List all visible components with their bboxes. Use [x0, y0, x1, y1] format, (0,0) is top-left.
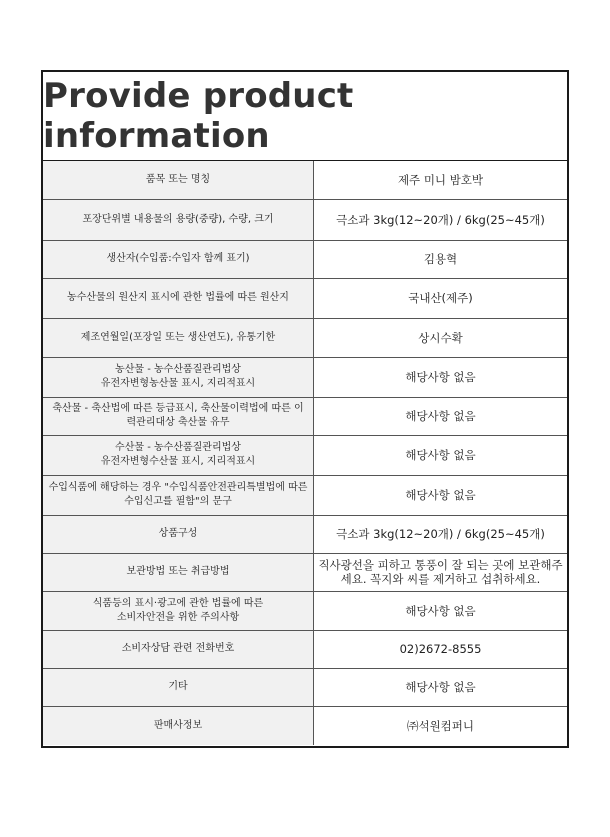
- table-row: [43, 161, 567, 199]
- table-row: [43, 357, 567, 397]
- product-info-table: [43, 161, 567, 745]
- row-label: 품목 또는 명칭: [43, 161, 314, 199]
- row-value: 제주 미니 밤호박: [397, 172, 484, 187]
- row-label: 축산물 - 축산법에 따른 등급표시, 축산물이력법에 따른 이 력관리대상 축산물 유무: [43, 397, 314, 435]
- row-label: 농수산물의 원산지 표시에 관한 법률에 따른 원산지: [43, 278, 314, 318]
- row-value: 해당사항 없음: [314, 357, 568, 397]
- row-label: 포장단위별 내용물의 용량(중량), 수량, 크기: [43, 199, 314, 240]
- row-label: 식품등의 표시·광고에 관한 법률에 따른 소비자안전을 위한 주의사항: [43, 591, 314, 630]
- row-value: 해당사항 없음: [314, 435, 568, 475]
- row-label: 상품구성: [43, 515, 314, 553]
- table-row: [43, 706, 567, 745]
- table-row: [43, 435, 567, 475]
- row-label: 농산물 - 농수산품질관리법상 유전자변형농산물 표시, 지리적표시: [43, 357, 314, 397]
- row-value: ㈜석원컴퍼니: [314, 706, 568, 745]
- row-label: 수산물 - 농수산품질관리법상 유전자변형수산물 표시, 지리적표시: [43, 435, 314, 475]
- row-label: 보관방법 또는 취급방법: [43, 553, 314, 591]
- table-row: [43, 397, 567, 435]
- table-row: [43, 318, 567, 357]
- table-row: [43, 475, 567, 515]
- table-row: [43, 240, 567, 278]
- row-label: 수입식품에 해당하는 경우 "수입식품안전관리특별법에 따른 수입신고를 필함"의 문구: [43, 475, 314, 515]
- row-label: 제조연월일(포장일 또는 생산연도), 유통기한: [43, 318, 314, 357]
- table-row: [43, 515, 567, 553]
- row-label: 생산자(수입품:수입자 함께 표기): [43, 240, 314, 278]
- row-value: 국내산(제주): [314, 278, 568, 318]
- table-row: [43, 553, 567, 591]
- row-value: 직사광선을 피하고 통풍이 잘 되는 곳에 보관해주 세요. 꼭지와 씨를 제거하고 섭취하세요.: [314, 553, 568, 591]
- table-row: [43, 630, 567, 668]
- row-value: 02)2672-8555: [314, 630, 568, 668]
- row-label: 기타: [43, 668, 314, 706]
- row-value: 김용혁: [314, 240, 568, 278]
- table-row: [43, 278, 567, 318]
- table-row: [43, 591, 567, 630]
- row-value: 해당사항 없음: [314, 475, 568, 515]
- row-value: 극소과 3kg(12~20개) / 6kg(25~45개): [314, 199, 568, 240]
- page-title: Provide product information: [43, 72, 567, 161]
- row-value: 상시수확: [314, 318, 568, 357]
- row-value: 해당사항 없음: [314, 397, 568, 435]
- product-info-sheet: [41, 70, 569, 748]
- row-value: 해당사항 없음: [314, 668, 568, 706]
- row-value: 해당사항 없음: [314, 591, 568, 630]
- row-label: 판매사정보: [43, 706, 314, 745]
- table-row: [43, 199, 567, 240]
- table-row: [43, 668, 567, 706]
- row-value: 극소과 3kg(12~20개) / 6kg(25~45개): [314, 515, 568, 553]
- row-label: 소비자상담 관련 전화번호: [43, 630, 314, 668]
